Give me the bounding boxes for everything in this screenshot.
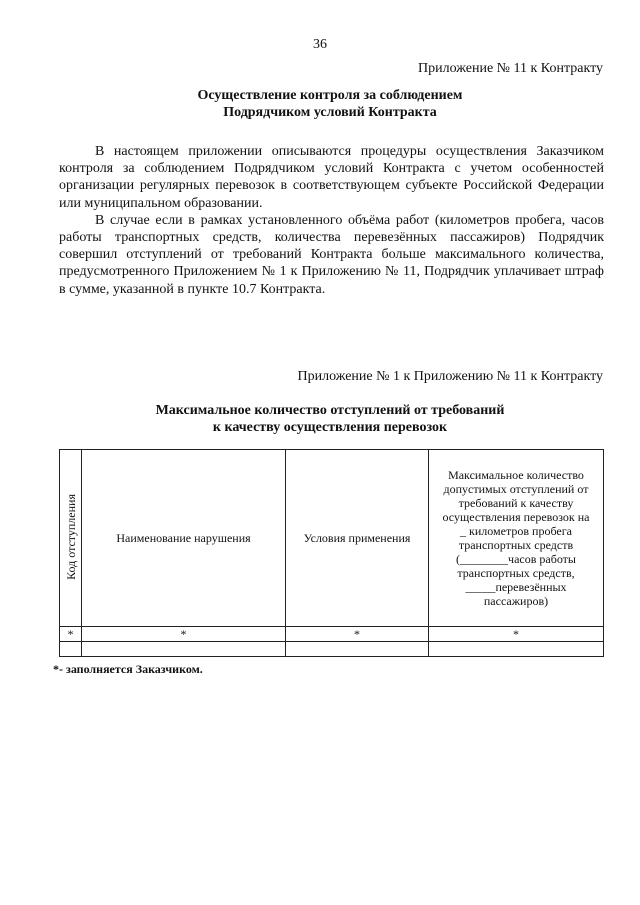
body-text <box>59 143 604 298</box>
table-row <box>60 642 604 657</box>
table-heading-line-1: Максимальное количество отступлений от требований <box>155 403 505 418</box>
header-max-count: Максимальное количество допустимых отступлений от требований к качеству осуществления перевозок на _ километров пробега транспортных средств (________часов работы транспортных средств, _____перевезённых пассажиров) <box>429 450 604 627</box>
header-name: Наименование нарушения <box>82 450 286 627</box>
header-code-cell <box>60 450 82 627</box>
table-heading-line-2: к качеству осуществления перевозок <box>212 420 448 435</box>
table-header-row <box>60 450 604 627</box>
table-cell: * <box>82 627 286 642</box>
table-heading <box>0 402 640 436</box>
appendix-reference: Приложение № 11 к Контракту <box>418 61 603 76</box>
table-cell <box>82 642 286 657</box>
table-cell: * <box>286 627 429 642</box>
table-cell <box>60 642 82 657</box>
table-cell <box>286 642 429 657</box>
page-number: 36 <box>313 37 327 52</box>
violations-table <box>59 449 604 657</box>
header-code: Код отступления <box>63 493 78 580</box>
paragraph-2: В случае если в рамках установленного объёма работ (километров пробега, часов работы транспортных средств, количества перевезённых пассажиров) Подрядчик совершил отступлений от требований Контракта больше максимального количества, предусмотренного Приложением № 1 к Приложению № 11, Подрядчик уплачивает штраф в сумме, указанной в пункте 10.7 Контракта. <box>59 212 604 297</box>
heading-line-2: Подрядчиком условий Контракта <box>223 105 437 120</box>
header-conditions: Условия применения <box>286 450 429 627</box>
table-row <box>60 627 604 642</box>
footnote: *- заполняется Заказчиком. <box>53 662 203 676</box>
heading-line-1: Осуществление контроля за соблюдением <box>197 88 463 103</box>
table-cell <box>429 642 604 657</box>
table-cell: * <box>60 627 82 642</box>
section-heading <box>0 87 640 121</box>
paragraph-1: В настоящем приложении описываются процедуры осуществления Заказчиком контроля за соблюдением Подрядчиком условий Контракта с учетом особенностей организации регулярных перевозок в соответствующем субъекте Российской Федерации или муниципальном образовании. <box>59 144 604 211</box>
sub-appendix-reference: Приложение № 1 к Приложению № 11 к Контракту <box>297 369 603 384</box>
table-cell: * <box>429 627 604 642</box>
